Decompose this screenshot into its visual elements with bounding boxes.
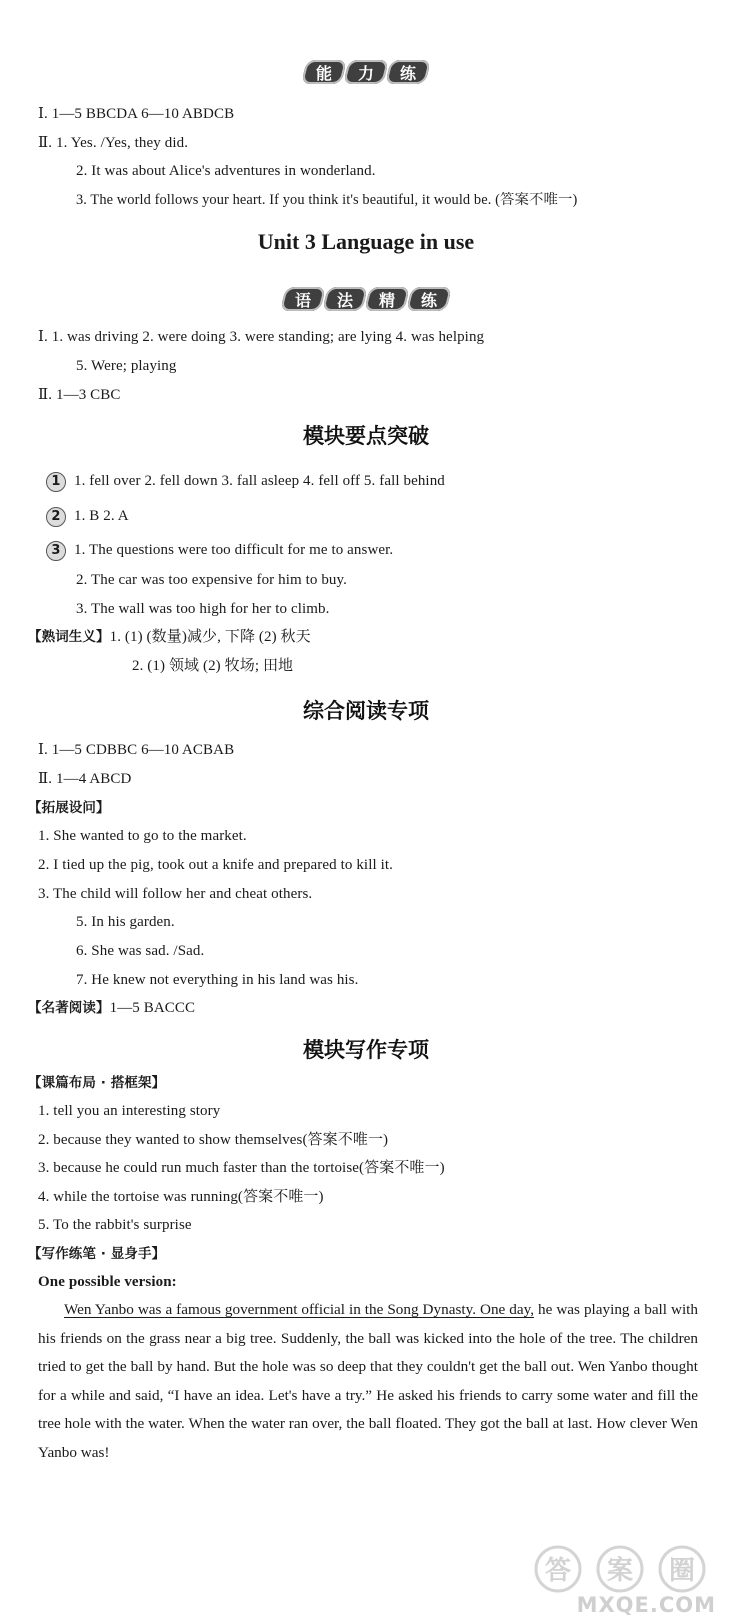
answer-line: 1. tell you an interesting story <box>38 1103 221 1119</box>
badge-char: 语 <box>283 285 323 313</box>
answer-line: 3. The wall was too high for her to climb. <box>76 601 330 617</box>
watermark-text: MXQE.COM <box>576 1593 716 1617</box>
circled-number: 3 <box>46 541 66 561</box>
watermark-char: 圈 <box>668 1556 696 1586</box>
section-label: 【拓展设问】 <box>28 800 110 816</box>
section-label: 【熟词生义】 <box>28 629 110 645</box>
answer-line: Ⅰ. 1—5 CDBBC 6—10 ACBAB <box>38 742 235 758</box>
answer-line <box>28 627 311 647</box>
answer-line: 2. The car was too expensive for him to buy. <box>76 572 348 588</box>
circled-number: 2 <box>46 507 66 527</box>
answer-line: 5. To the rabbit's surprise <box>38 1217 192 1233</box>
watermark-char: 答 <box>544 1556 572 1586</box>
essay-text: he was playing a ball with his friends on the grass near a big tree. Suddenly, the ball was kicked into the hole of the tree. The children tried to get the ball by hand. But the hole was so deep that they couldn't get the ball out. Wen Yanbo thought for a while and said, “I have an idea. Let's have a try.” He asked his friends to carry some water and fill the tree hole with the water. When the water ran over, the ball floated. They got the ball at last. How clever Wen Yanbo was! <box>38 1301 698 1461</box>
badge-char: 力 <box>346 58 386 86</box>
answer-line <box>46 506 129 527</box>
answer-line <box>28 998 195 1018</box>
answer-line: Ⅰ. 1. was driving 2. were doing 3. were standing; are lying 4. was helping <box>38 329 485 345</box>
answer-text: 1. fell over 2. fell down 3. fall asleep 4. fell off 5. fall behind <box>74 473 445 489</box>
yufa-badge <box>0 285 732 313</box>
section-heading: 模块写作专项 <box>303 1037 429 1062</box>
answer-text: 1. (1) (数量)减少, 下降 (2) 秋天 <box>109 629 311 645</box>
unit-title: Unit 3 Language in use <box>257 229 475 254</box>
section-label: 【写作练笔 · 显身手】 <box>28 1246 166 1262</box>
section-label: 【名著阅读】 <box>28 1000 110 1016</box>
essay-underlined: Wen Yanbo was a famous government official in the Song Dynasty. One day, <box>64 1301 535 1318</box>
answer-line: 6. She was sad. /Sad. <box>76 943 205 959</box>
circled-number: 1 <box>46 472 66 492</box>
sample-essay <box>38 1296 698 1467</box>
answer-line: Ⅰ. 1—5 BBCDA 6—10 ABDCB <box>38 106 235 122</box>
section-heading: 模块要点突破 <box>303 423 429 448</box>
answer-line: 5. Were; playing <box>76 358 177 374</box>
answer-line: 3. because he could run much faster than the tortoise(答案不唯一) <box>38 1160 445 1176</box>
answer-line: 2. because they wanted to show themselves(答案不唯一) <box>38 1132 389 1148</box>
answer-text: 1. B 2. A <box>74 508 129 524</box>
nengli-badge <box>0 58 732 86</box>
answer-line: Ⅱ. 1. Yes. /Yes, they did. <box>38 135 189 151</box>
answer-line: 2. (1) 领域 (2) 牧场; 田地 <box>132 658 294 674</box>
answer-line: 5. In his garden. <box>76 914 175 930</box>
answer-line: 7. He knew not everything in his land was his. <box>76 972 359 988</box>
section-label: 【课篇布局 · 搭框架】 <box>28 1075 166 1091</box>
answer-line: Ⅱ. 1—4 ABCD <box>38 771 132 787</box>
answer-line: 2. It was about Alice's adventures in wonderland. <box>76 163 376 179</box>
answer-line <box>46 471 445 492</box>
answer-line: Ⅱ. 1—3 CBC <box>38 387 121 403</box>
badge-char: 练 <box>409 285 449 313</box>
section-heading: 综合阅读专项 <box>303 698 429 723</box>
answer-text: 1. The questions were too difficult for me to answer. <box>74 542 394 558</box>
answer-line: 1. She wanted to go to the market. <box>38 828 247 844</box>
version-label: One possible version: <box>38 1274 177 1290</box>
answer-line: 3. The world follows your heart. If you think it's beautiful, it would be. (答案不唯一) <box>76 192 578 208</box>
badge-char: 练 <box>388 58 428 86</box>
answer-line <box>46 540 393 561</box>
answer-line: 4. while the tortoise was running(答案不唯一) <box>38 1189 324 1205</box>
answer-line: 2. I tied up the pig, took out a knife and prepared to kill it. <box>38 857 393 873</box>
badge-char: 精 <box>367 285 407 313</box>
badge-char: 能 <box>304 58 344 86</box>
answer-line: 3. The child will follow her and cheat others. <box>38 886 313 902</box>
badge-char: 法 <box>325 285 365 313</box>
answer-text: 1—5 BACCC <box>109 1000 196 1016</box>
watermark-char: 案 <box>606 1556 634 1586</box>
